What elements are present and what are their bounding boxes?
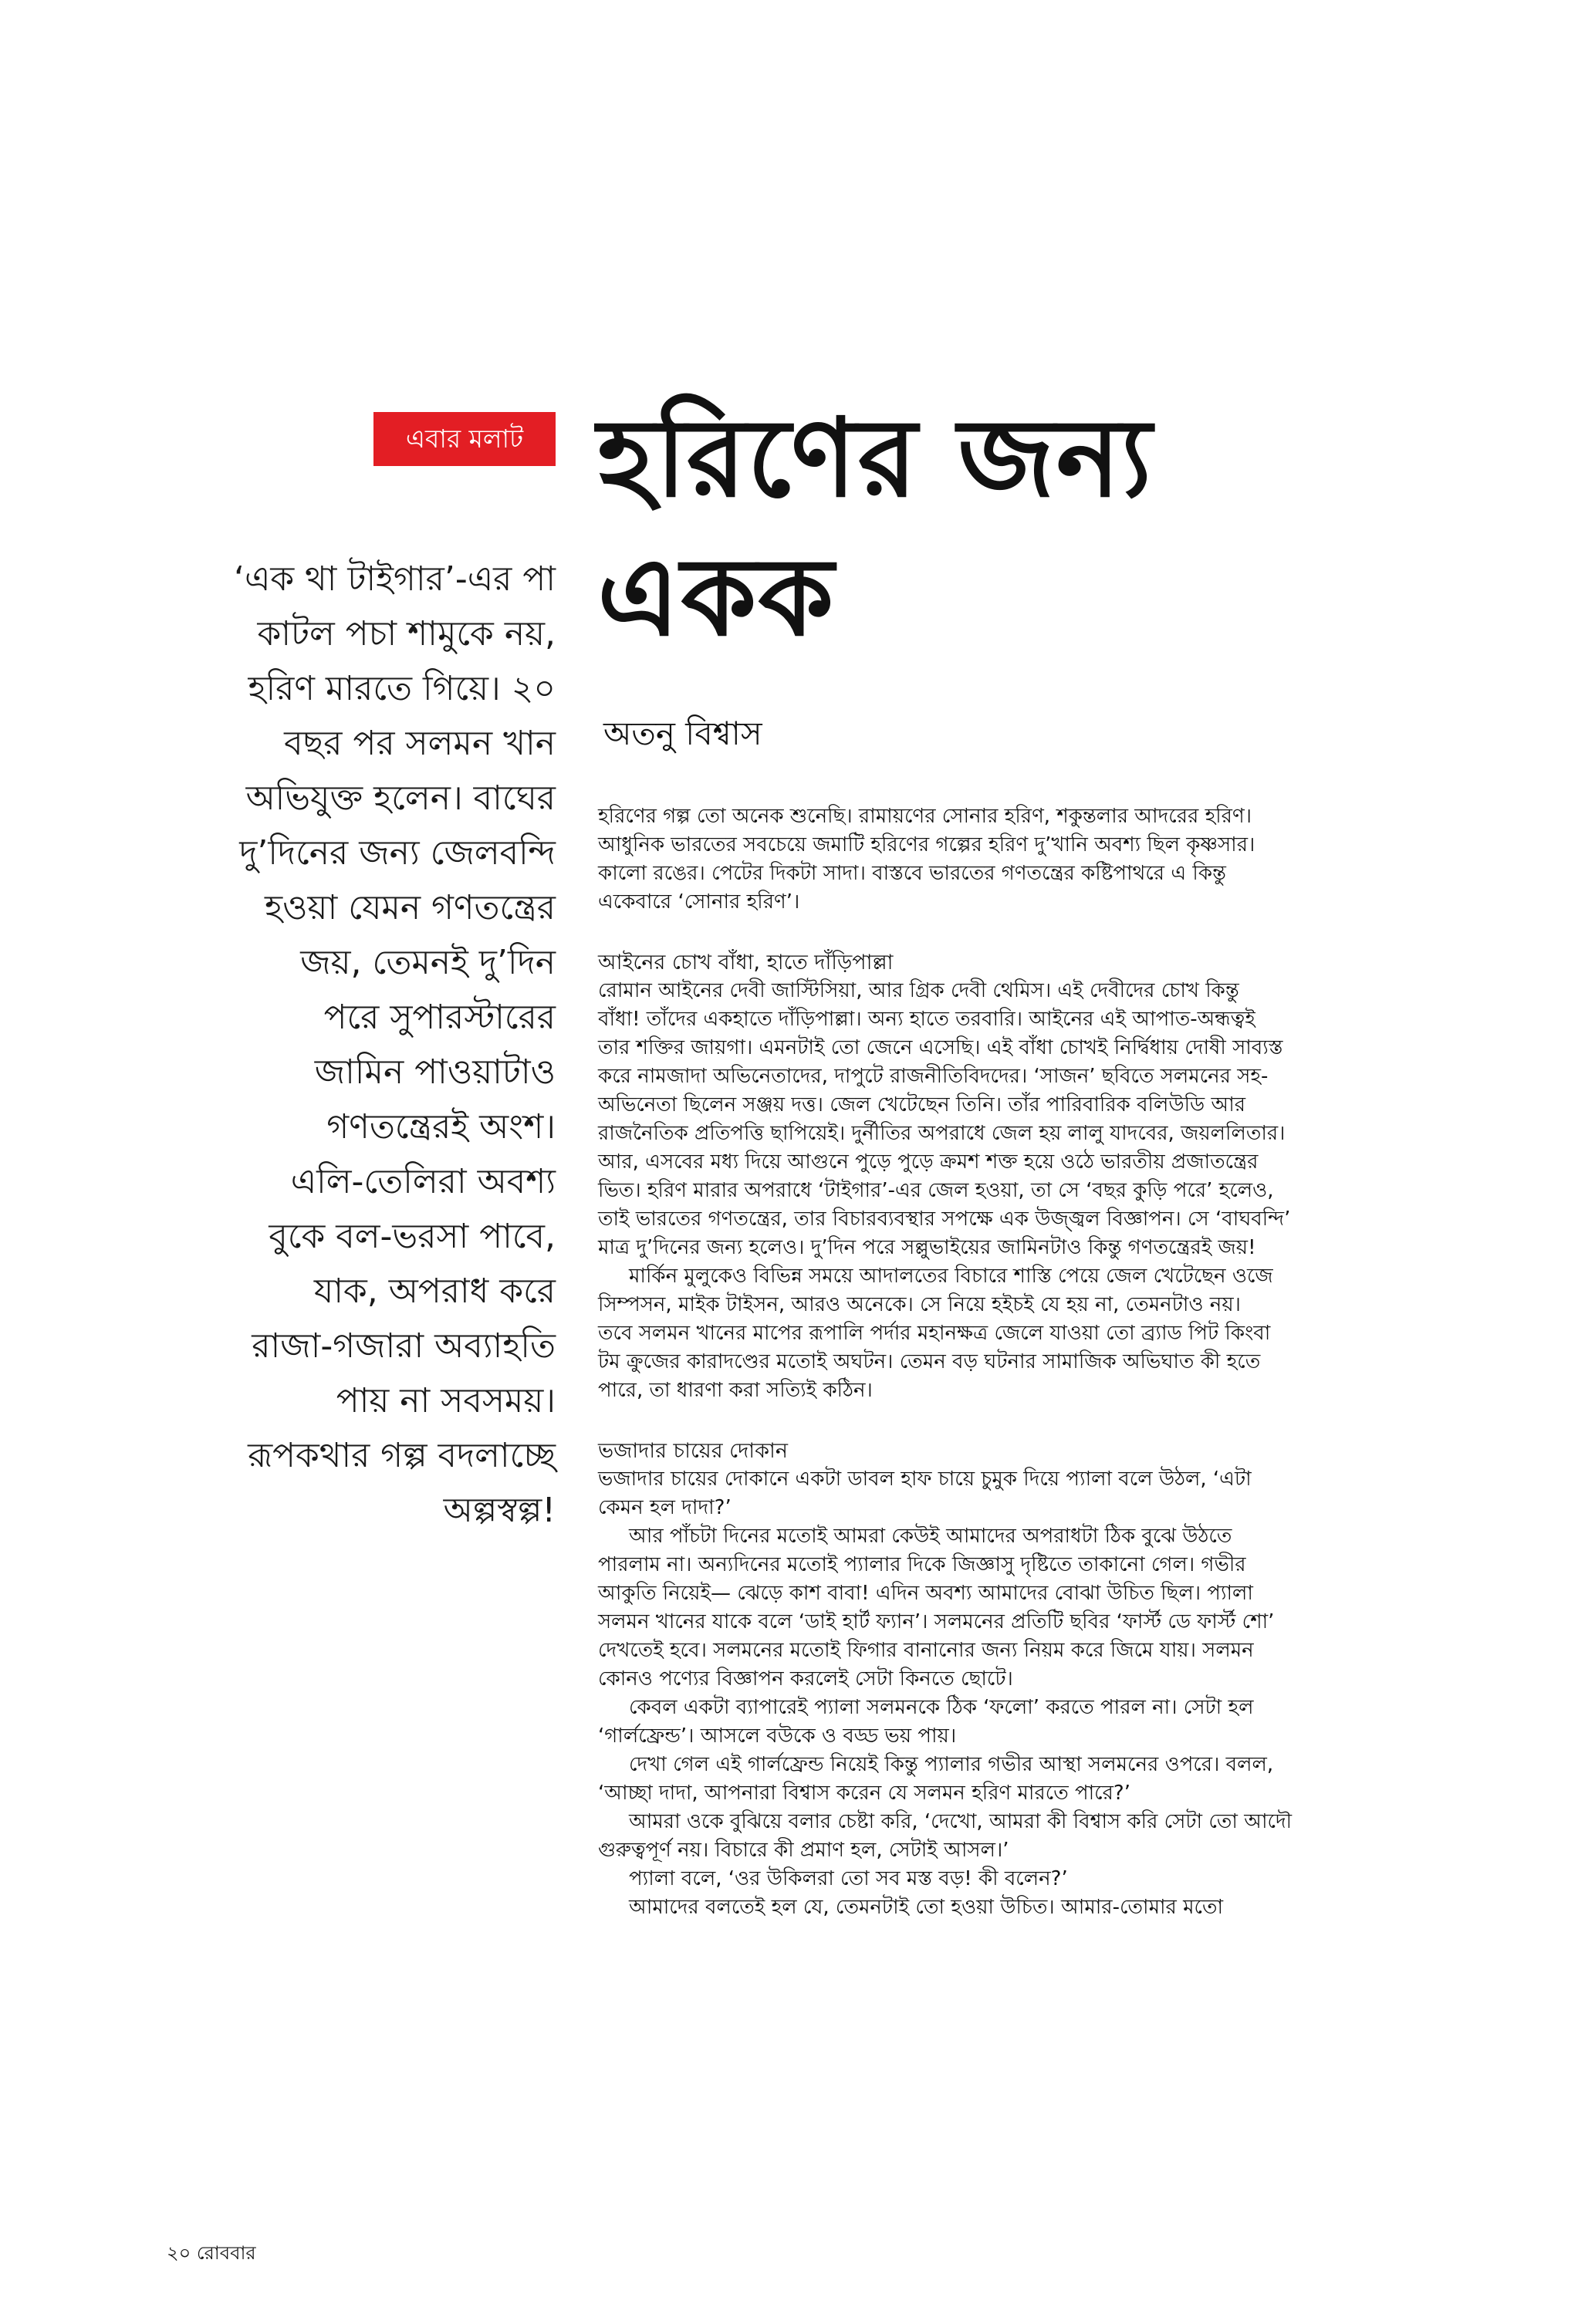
pullquote-line: বুকে বল-ভরসা পাবে, (269, 1217, 556, 1256)
body-line: অভিনেতা ছিলেন সঞ্জয় দত্ত। জেল খেটেছেন তিনি। তাঁর পারিবারিক বলিউডি আর (598, 1093, 1246, 1116)
body-line: ভিত। হরিণ মারার অপরাধে ‘টাইগার’-এর জেল হওয়া, তা সে ‘বছর কুড়ি পরে’ হলেও, (598, 1179, 1274, 1202)
body-line: আধুনিক ভারতের সবচেয়ে জমাটি হরিণের গল্পের হরিণ দু’খানি অবশ্য ছিল কৃষ্ণসার। (598, 833, 1255, 856)
article-headline (597, 390, 1539, 667)
body-line: তবে সলমন খানের মাপের রূপালি পর্দার মহানক্ষত্র জেলে যাওয়া তো ব্র্যাড পিট কিংবা (598, 1322, 1271, 1345)
headline-line-1: হরিণের জন্য (597, 396, 1154, 522)
article-body (598, 802, 1462, 1922)
body-line: মার্কিন মুলুকেও বিভিন্ন সময়ে আদালতের বিচারে শাস্তি পেয়ে জেল খেটেছেন ওজে (629, 1265, 1273, 1288)
headline-line-2: একক (597, 535, 836, 660)
pullquote-line: বছর পর সলমন খান (284, 724, 556, 763)
pullquote-line: হওয়া যেমন গণতন্ত্রের (265, 888, 556, 927)
pull-quote (170, 552, 556, 1538)
body-line: আমাদের বলতেই হল যে, তেমনটাই তো হওয়া উচিত। আমার-তোমার মতো (629, 1896, 1224, 1919)
pullquote-line: পরে সুপারস্টারের (323, 998, 556, 1037)
body-line: সলমন খানের যাকে বলে ‘ডাই হার্ট ফ্যান’। সলমনের প্রতিটি ছবির ‘ফার্স্ট ডে ফার্স্ট শো’ (598, 1610, 1275, 1633)
body-line: আকুতি নিয়েই— ঝেড়ে কাশ বাবা! এদিন অবশ্য আমাদের বোঝা উচিত ছিল। প্যালা (598, 1582, 1253, 1605)
body-line: বাঁধা! তাঁদের একহাতে দাঁড়িপাল্লা। অন্য হাতে তরবারি। আইনের এই আপাত-অন্ধত্বই (598, 1008, 1255, 1031)
body-line: দেখতেই হবে। সলমনের মতোই ফিগার বানানোর জন্য নিয়ম করে জিমে যায়। সলমন (598, 1639, 1254, 1662)
body-line: কেমন হল দাদা?’ (598, 1496, 732, 1519)
page-footer (167, 2239, 256, 2270)
body-line: তাই ভারতের গণতন্ত্রের, তার বিচারব্যবস্থার সপক্ষে এক উজ্জ্বল বিজ্ঞাপন। সে ‘বাঘবন্দি’ (598, 1208, 1291, 1231)
body-line: ভজাদার চায়ের দোকানে একটা ডাবল হাফ চায়ে চুমুক দিয়ে প্যালা বলে উঠল, ‘এটা (598, 1468, 1252, 1491)
body-line: সিম্পসন, মাইক টাইসন, আরও অনেকে। সে নিয়ে হইচই যে হয় না, তেমনটাও নয়। (598, 1293, 1241, 1316)
body-line: কেবল একটা ব্যাপারেই প্যালা সলমনকে ঠিক ‘ফলো’ করতে পারল না। সেটা হল (629, 1696, 1254, 1719)
body-line: ‘গার্লফ্রেন্ড’। আসলে বউকে ও বড্ড ভয় পায়। (598, 1724, 957, 1748)
body-line: দেখা গেল এই গার্লফ্রেন্ড নিয়েই কিন্তু প্যালার গভীর আস্থা সলমনের ওপরে। বলল, (629, 1753, 1274, 1776)
pullquote-line: এলি-তেলিরা অবশ্য (290, 1162, 556, 1201)
body-line: আর, এসবের মধ্য দিয়ে আগুনে পুড়ে পুড়ে ক্রমশ শক্ত হয়ে ওঠে ভারতীয় প্রজাতন্ত্রের (598, 1150, 1259, 1174)
pullquote-line: অভিযুক্ত হলেন। বাঘের (245, 779, 556, 818)
body-line: করে নামজাদা অভিনেতাদের, দাপুটে রাজনীতিবিদদের। ‘সাজন’ ছবিতে সলমনের সহ- (598, 1065, 1269, 1088)
body-line: মাত্র দু’দিনের জন্য হলেও। দু’দিন পরে সল্লুভাইয়ের জামিনটাও কিন্তু গণতন্ত্রেরই জয়! (598, 1236, 1256, 1259)
body-line: কালো রঙের। পেটের দিকটা সাদা। বাস্তবে ভারতের গণতন্ত্রের কষ্টিপাথরে এ কিন্তু (598, 862, 1226, 885)
body-line: পারলাম না। অন্যদিনের মতোই প্যালার দিকে জিজ্ঞাসু দৃষ্টিতে তাকানো গেল। গভীর (598, 1553, 1246, 1576)
pullquote-line: যাক, অপরাধ করে (313, 1272, 556, 1311)
body-line: রোমান আইনের দেবী জাস্টিসিয়া, আর গ্রিক দেবী থেমিস। এই দেবীদের চোখ কিন্তু (598, 979, 1239, 1002)
pullquote-line: রূপকথার গল্প বদলাচ্ছে (248, 1436, 556, 1475)
body-line: পারে, তা ধারণা করা সত্যিই কঠিন। (598, 1379, 873, 1402)
pullquote-line: পায় না সবসময়। (336, 1381, 556, 1420)
magazine-name: রোববার (196, 2242, 256, 2264)
pullquote-line: কাটল পচা শামুকে নয়, (257, 614, 556, 654)
body-line: টম ক্রুজের কারাদণ্ডের মতোই অঘটন। তেমন বড় ঘটনার সামাজিক অভিঘাত কী হতে (598, 1350, 1261, 1373)
section-tag: এবার মলাট (373, 412, 556, 466)
body-line: আর পাঁচটা দিনের মতোই আমরা কেউই আমাদের অপরাধটা ঠিক বুঝে উঠতে (629, 1525, 1232, 1548)
pullquote-line: অল্পস্বল্প! (443, 1491, 556, 1530)
body-line: কোনও পণ্যের বিজ্ঞাপন করলেই সেটা কিনতে ছোটে। (598, 1667, 1013, 1691)
pullquote-line: হরিণ মারতে গিয়ে। ২০ (248, 669, 556, 708)
pullquote-line: ‘এক থা টাইগার’-এর পা (233, 559, 556, 599)
body-line: ‘আচ্ছা দাদা, আপনারা বিশ্বাস করেন যে সলমন হরিণ মারতে পারে?’ (598, 1782, 1130, 1805)
page-number: ২০ (167, 2242, 191, 2264)
body-line: হরিণের গল্প তো অনেক শুনেছি। রামায়ণের সোনার হরিণ, শকুন্তলার আদরের হরিণ। (598, 805, 1252, 828)
body-line: তার শক্তির জায়গা। এমনটাই তো জেনে এসেছি। এই বাঁধা চোখই নির্দ্বিধায় দোষী সাব্যস্ত (598, 1036, 1283, 1059)
section-heading: ভজাদার চায়ের দোকান (598, 1439, 788, 1463)
body-line: রাজনৈতিক প্রতিপত্তি ছাপিয়েই। দুর্নীতির অপরাধে জেল হয় লালু যাদবের, জয়ললিতার। (598, 1122, 1286, 1145)
author-byline: অতনু বিশ্বাস (603, 714, 762, 752)
pullquote-line: রাজা-গজারা অব্যাহতি (252, 1326, 556, 1366)
pullquote-line: দু’দিনের জন্য জেলবন্দি (239, 833, 556, 873)
pullquote-line: জামিন পাওয়াটাও (314, 1052, 556, 1092)
pullquote-line: জয়, তেমনই দু’দিন (300, 943, 556, 982)
body-line: একেবারে ‘সোনার হরিণ’। (598, 890, 800, 914)
body-line: প্যালা বলে, ‘ওর উকিলরা তো সব মস্ত বড়! কী বলেন?’ (629, 1867, 1068, 1890)
body-line: আমরা ওকে বুঝিয়ে বলার চেষ্টা করি, ‘দেখো, আমরা কী বিশ্বাস করি সেটা তো আদৌ (629, 1810, 1293, 1833)
body-line: গুরুত্বপূর্ণ নয়। বিচারে কী প্রমাণ হল, সেটাই আসল।’ (598, 1839, 1009, 1862)
pullquote-line: গণতন্ত্রেরই অংশ। (326, 1107, 556, 1147)
section-heading: আইনের চোখ বাঁধা, হাতে দাঁড়িপাল্লা (598, 951, 894, 975)
